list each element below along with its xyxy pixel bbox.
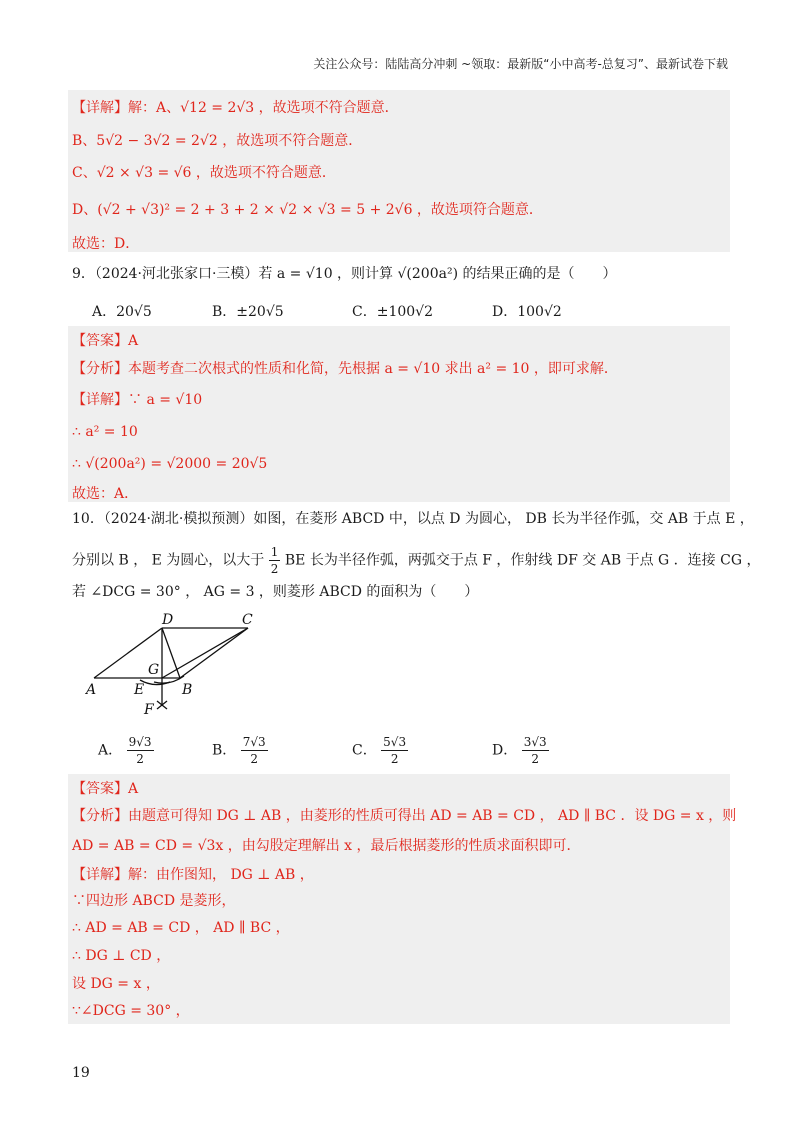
q9-detail-3: ∴ √(200a²) = √2000 = 20√5	[72, 456, 268, 472]
q10-stem-line2-post: BE 长为半径作弧，两弧交于点 F ，作射线 DF 交 AB 于点 G ．连接 CG ，	[284, 552, 761, 569]
q10-stem-line2-pre: 分别以 B ， E 为圆心，以大于	[72, 552, 265, 569]
q9-option-b: B．±20√5	[212, 304, 284, 320]
label-d: D	[162, 612, 174, 628]
solution-block-q9	[68, 326, 730, 502]
q10-option-a-label: A．	[98, 742, 123, 759]
q10-option-a-den: 2	[136, 752, 144, 766]
q8-detail-d: D、(√2 + √3)² = 2 + 3 + 2 × √2 × √3 = 5 + 2√6 ，故选项符合题意．	[72, 202, 543, 218]
q10-option-a-frac	[127, 734, 154, 767]
q9-analysis: 【分析】本题考查二次根式的性质和化简，先根据 a = √10 求出 a² = 10 ，即可求解．	[72, 361, 618, 377]
q10-option-a	[98, 734, 154, 767]
q10-option-d-label: D．	[492, 742, 518, 759]
q10-stem-line1: 10．（2024·湖北·模拟预测）如图，在菱形 ABCD 中，以点 D 为圆心， DB 长为半径作弧，交 AB 于点 E ，	[72, 511, 754, 527]
q10-detail-4: ∴ DG ⊥ CD ，	[72, 948, 171, 964]
segment-db	[162, 628, 180, 678]
half-fraction	[269, 544, 281, 577]
label-a: A	[86, 682, 97, 698]
side-cb	[180, 628, 248, 678]
q10-detail-1: 【详解】解：由作图知， DG ⊥ AB ，	[72, 867, 314, 883]
q9-detail-2: ∴ a² = 10	[72, 424, 138, 440]
q10-option-b-frac	[241, 734, 268, 767]
q10-option-b-num: 7√3	[242, 735, 266, 749]
q8-detail-a: 【详解】解：A、√12 = 2√3 ，故选项不符合题意．	[72, 100, 399, 116]
q8-detail-c: C、√2 × √3 = √6 ，故选项不符合题意．	[72, 165, 336, 181]
label-g: G	[148, 662, 160, 678]
q9-conclusion: 故选：A．	[72, 486, 139, 502]
q8-detail-b: B、5√2 − 3√2 = 2√2 ，故选项不符合题意．	[72, 133, 363, 149]
q10-detail-3: ∴ AD = AB = CD ， AD ∥ BC ，	[72, 920, 290, 936]
q10-option-d-den: 2	[531, 752, 539, 766]
page-header: 关注公众号：陆陆高分冲刺 ~领取：最新版“小中高考-总复习”、最新试卷下载	[313, 57, 728, 71]
label-f: F	[144, 702, 154, 718]
q10-detail-5: 设 DG = x ，	[72, 976, 160, 992]
q10-option-b-label: B．	[212, 742, 237, 759]
q10-analysis-1: 【分析】由题意可得知 DG ⊥ AB ，由菱形的性质可得出 AD = AB = CD ， AD ∥ BC ．设 DG = x ，则	[72, 808, 737, 824]
q10-stem-line2	[72, 544, 760, 577]
q10-option-c	[352, 734, 408, 767]
q9-option-d: D．100√2	[492, 304, 562, 320]
q9-detail-1: 【详解】∵ a = √10	[72, 392, 203, 408]
q10-option-d	[492, 734, 549, 767]
q10-analysis-2: AD = AB = CD = √3x ，由勾股定理解出 x ，最后根据菱形的性质求面积即可．	[72, 838, 581, 854]
segment-cg	[162, 628, 248, 678]
q10-detail-2: ∵四边形 ABCD 是菱形，	[72, 893, 236, 909]
page-number: 19	[72, 1065, 90, 1081]
half-fraction-num: 1	[270, 545, 279, 559]
q10-stem-line3: 若 ∠DCG = 30° ， AG = 3 ，则菱形 ABCD 的面积为（ ）	[72, 584, 479, 600]
rhombus-figure	[82, 608, 272, 720]
q10-answer: 【答案】A	[72, 781, 139, 797]
q10-option-d-frac	[522, 734, 549, 767]
q10-option-d-num: 3√3	[523, 735, 547, 749]
q10-option-a-num: 9√3	[128, 735, 152, 749]
q10-option-c-frac	[381, 734, 408, 767]
q10-option-c-den: 2	[390, 752, 399, 766]
label-c: C	[242, 612, 253, 628]
label-b: B	[182, 682, 193, 698]
q10-option-b-den: 2	[250, 752, 259, 766]
q10-option-c-label: C．	[352, 742, 377, 759]
half-fraction-den: 2	[270, 562, 279, 576]
q8-conclusion: 故选：D．	[72, 236, 140, 252]
q9-option-c: C．±100√2	[352, 304, 433, 320]
q9-stem: 9．（2024·河北张家口·三模）若 a = √10 ，则计算 √(200a²) 的结果正确的是（ ）	[72, 266, 617, 282]
q10-detail-6: ∵∠DCG = 30° ，	[72, 1003, 190, 1019]
q9-answer: 【答案】A	[72, 333, 139, 349]
q9-option-a: A．20√5	[92, 304, 152, 320]
q10-option-c-num: 5√3	[383, 735, 407, 749]
label-e: E	[134, 682, 145, 698]
q10-option-b	[212, 734, 268, 767]
